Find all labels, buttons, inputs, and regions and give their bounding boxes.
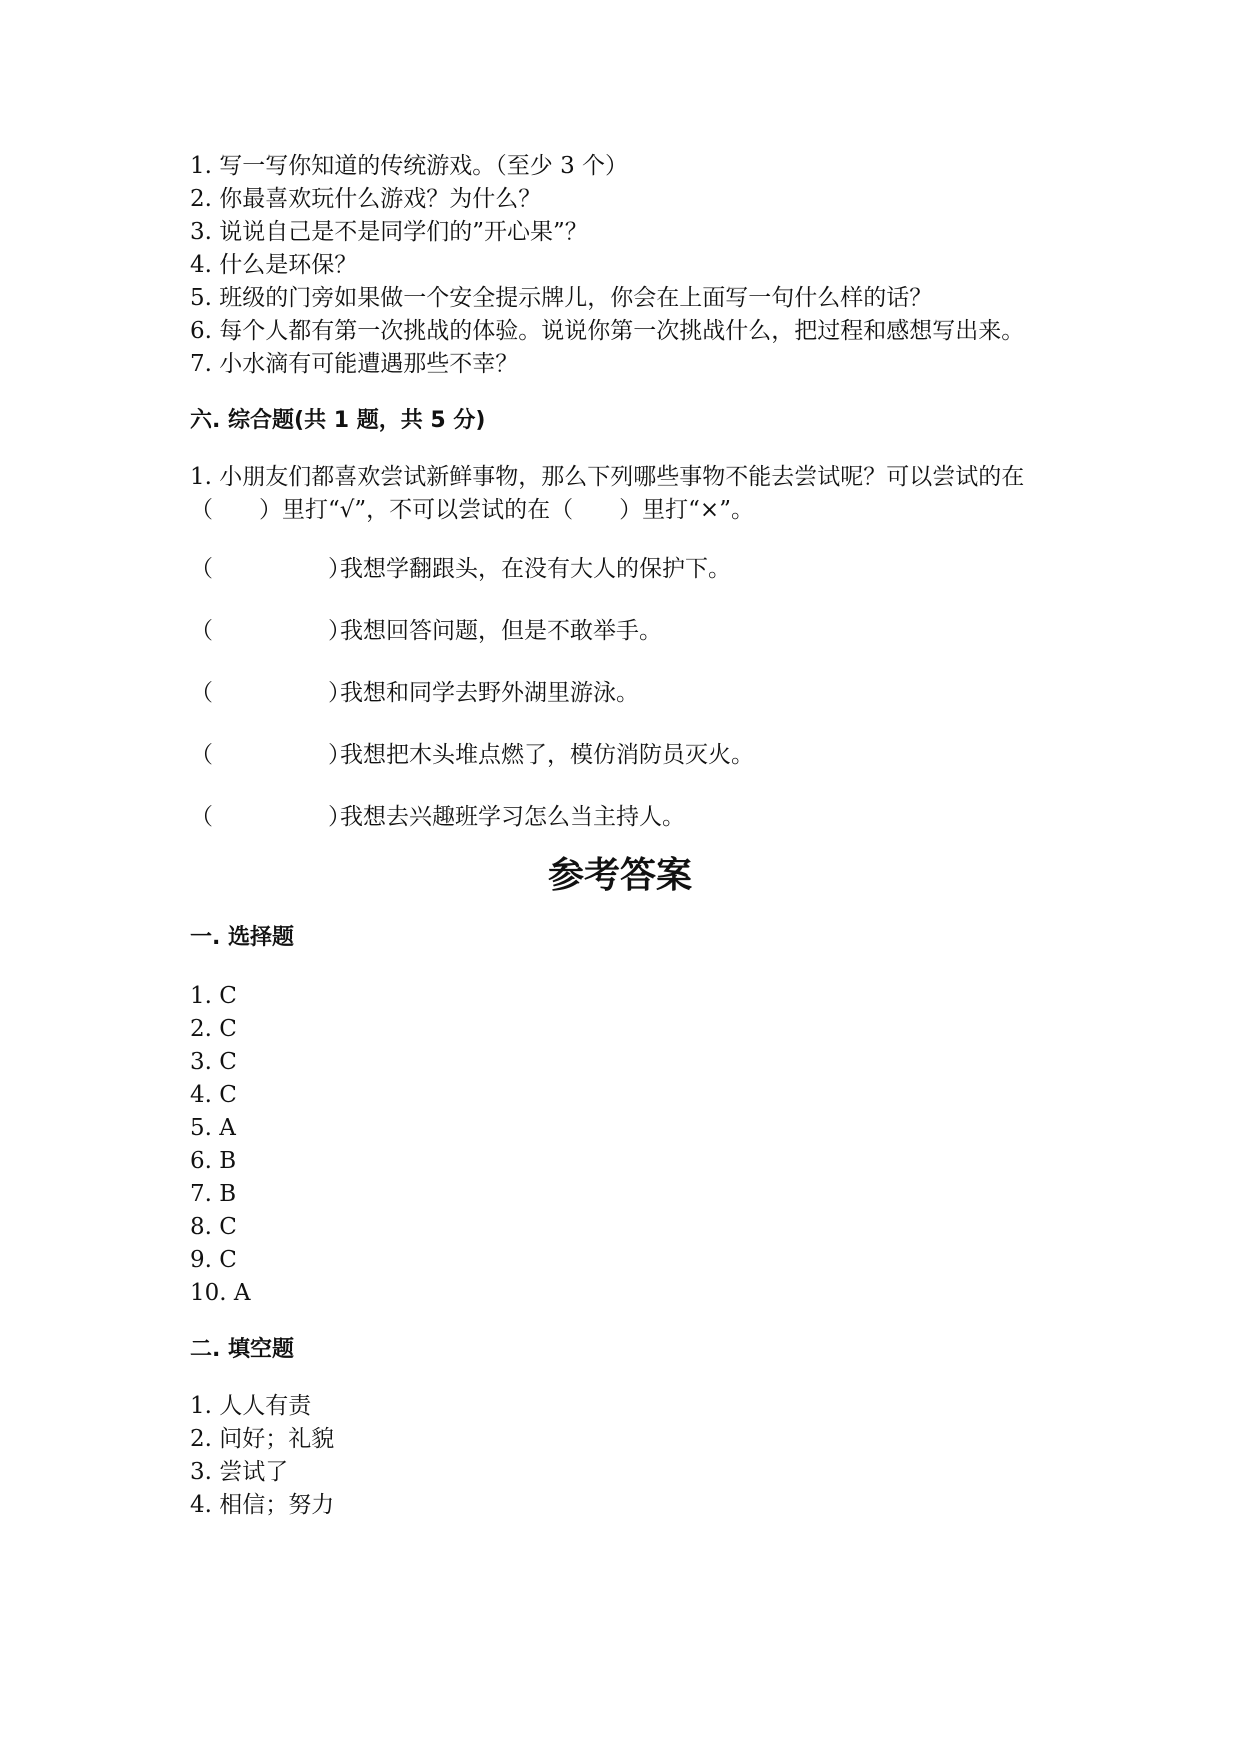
answer-item: 2. C	[190, 1016, 237, 1042]
section6-question: 1. 小朋友们都喜欢尝试新鲜事物，那么下列哪些事物不能去尝试呢？可以尝试的在（ ）里打“√”，不可以尝试的在（ ）里打“×”。	[190, 464, 1025, 523]
answer-item: 2. 问好；礼貌	[190, 1426, 335, 1452]
choice-answers-title: 一. 选择题	[190, 925, 295, 950]
answer-item: 6. B	[190, 1148, 237, 1174]
answer-item: 4. 相信；努力	[190, 1492, 335, 1518]
answer-item: 9. C	[190, 1247, 237, 1273]
answer-item: 3. 尝试了	[190, 1459, 289, 1485]
page-content	[190, 150, 1050, 1522]
option-row	[190, 677, 1050, 710]
question-item: 3. 说说自己是不是同学们的”开心果”？	[190, 219, 588, 245]
option-text: 我想回答问题，但是不敢举手。	[340, 618, 662, 644]
fill-answers-title: 二. 填空题	[190, 1337, 295, 1362]
question-item: 4. 什么是环保？	[190, 252, 358, 278]
question-item: 5. 班级的门旁如果做一个安全提示牌儿，你会在上面写一句什么样的话？	[190, 285, 933, 311]
answer-item: 1. 人人有责	[190, 1393, 312, 1419]
answer-blank: （ ）	[190, 804, 351, 830]
answer-blank: （ ）	[190, 680, 351, 706]
answer-item: 1. C	[190, 983, 237, 1009]
fill-answer-list	[190, 1390, 1050, 1522]
option-row	[190, 801, 1050, 834]
answer-item: 5. A	[190, 1115, 236, 1141]
choice-answer-list	[190, 980, 1050, 1310]
option-row	[190, 615, 1050, 648]
answer-item: 7. B	[190, 1181, 237, 1207]
answers-title: 参考答案	[547, 855, 692, 896]
section6-title: 六. 综合题(共 1 题，共 5 分)	[190, 408, 486, 433]
question-item: 7. 小水滴有可能遭遇那些不幸？	[190, 351, 519, 377]
section5-question-list	[190, 150, 1050, 381]
option-text: 我想学翻跟头，在没有大人的保护下。	[340, 556, 731, 582]
option-row	[190, 739, 1050, 772]
answer-blank: （ ）	[190, 618, 351, 644]
question-item: 6. 每个人都有第一次挑战的体验。说说你第一次挑战什么，把过程和感想写出来。	[190, 318, 1025, 344]
answer-item: 8. C	[190, 1214, 237, 1240]
question-item: 1. 写一写你知道的传统游戏。（至少 3 个）	[190, 153, 629, 179]
section6-option-list	[190, 553, 1050, 834]
answer-item: 3. C	[190, 1049, 237, 1075]
answer-blank: （ ）	[190, 556, 351, 582]
answer-item: 4. C	[190, 1082, 237, 1108]
option-text: 我想去兴趣班学习怎么当主持人。	[340, 804, 685, 830]
answer-blank: （ ）	[190, 742, 351, 768]
option-row	[190, 553, 1050, 586]
answer-item: 10. A	[190, 1280, 251, 1306]
question-item: 2. 你最喜欢玩什么游戏？为什么？	[190, 186, 542, 212]
option-text: 我想把木头堆点燃了，模仿消防员灭火。	[340, 742, 754, 768]
option-text: 我想和同学去野外湖里游泳。	[340, 680, 639, 706]
